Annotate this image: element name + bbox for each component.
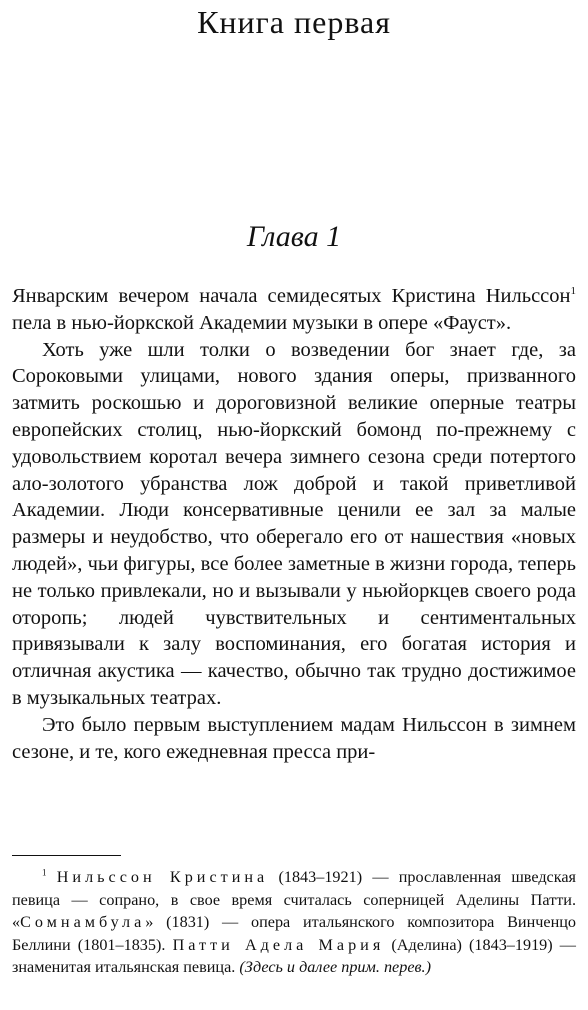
footnote-name-patti: Патти Адела Мария	[172, 935, 385, 954]
footnote-text-2: » (1831) — опера итальянского композитора Винченцо Беллини (1801–1835).	[12, 913, 576, 954]
chapter-title: Глава 1	[246, 220, 342, 253]
paragraph-1	[12, 283, 576, 337]
footnote-1	[12, 866, 576, 979]
footnote-mark: 1	[42, 867, 47, 878]
paragraph-2: Хоть уже шли толки о возведении бог знает где, за Сороковыми улицами, нового здания оперы, призванного затмить роскошью и дороговизной великие оперные театры европейских столиц, нью-йоркский бомонд по-прежнему с удовольствием коротал вечера зимнего сезона среди потертого ало-золотого убранства лож доброй и такой приветливой Академии. Люди консервативные ценили ее зал за малые размеры и неудобство, что оберегало его от нашествия «новых людей», чьи фигуры, все более заметные в жизни города, теперь не только привлекали, но и вызывали у ньюйоркцев своего рода оторопь; людей чувствительных и сентиментальных привязывали к залу воспоминания, его богатая история и отличная акустика — качество, обычно так трудно достижимое в музыкальных театрах.	[12, 338, 576, 709]
footnote-text-3: (Аделина) (1843–1919) — знаменитая итальянская певица.	[12, 935, 576, 977]
footnote-divider	[12, 855, 121, 856]
paragraph-1-text-b: пела в нью-йоркской Академии музыки в опере «Фауст».	[12, 311, 512, 334]
footnote-name-sonnambula: Сомнамбула	[20, 913, 146, 932]
footnote	[12, 866, 576, 979]
paragraph-3: Это было первым выступлением мадам Нильссон в зимнем сезоне, и те, кого ежедневная пресса при-	[12, 713, 576, 763]
body-text	[12, 283, 576, 765]
paragraph-1-text-a: Январским вечером начала семидесятых Кристина Нильссон	[12, 285, 571, 307]
book-title: Книга первая	[197, 4, 391, 40]
footnote-text-1: (1843–1921) — прославленная шведская певица — сопрано, в свое время считалась соперницей Аделины Патти. «	[12, 868, 576, 932]
footnote-reference: 1	[570, 285, 576, 298]
footnote-name-nilsson: Нильссон Кристина	[56, 868, 269, 886]
footnote-translator-note: (Здесь и далее прим. перев.)	[239, 958, 431, 977]
